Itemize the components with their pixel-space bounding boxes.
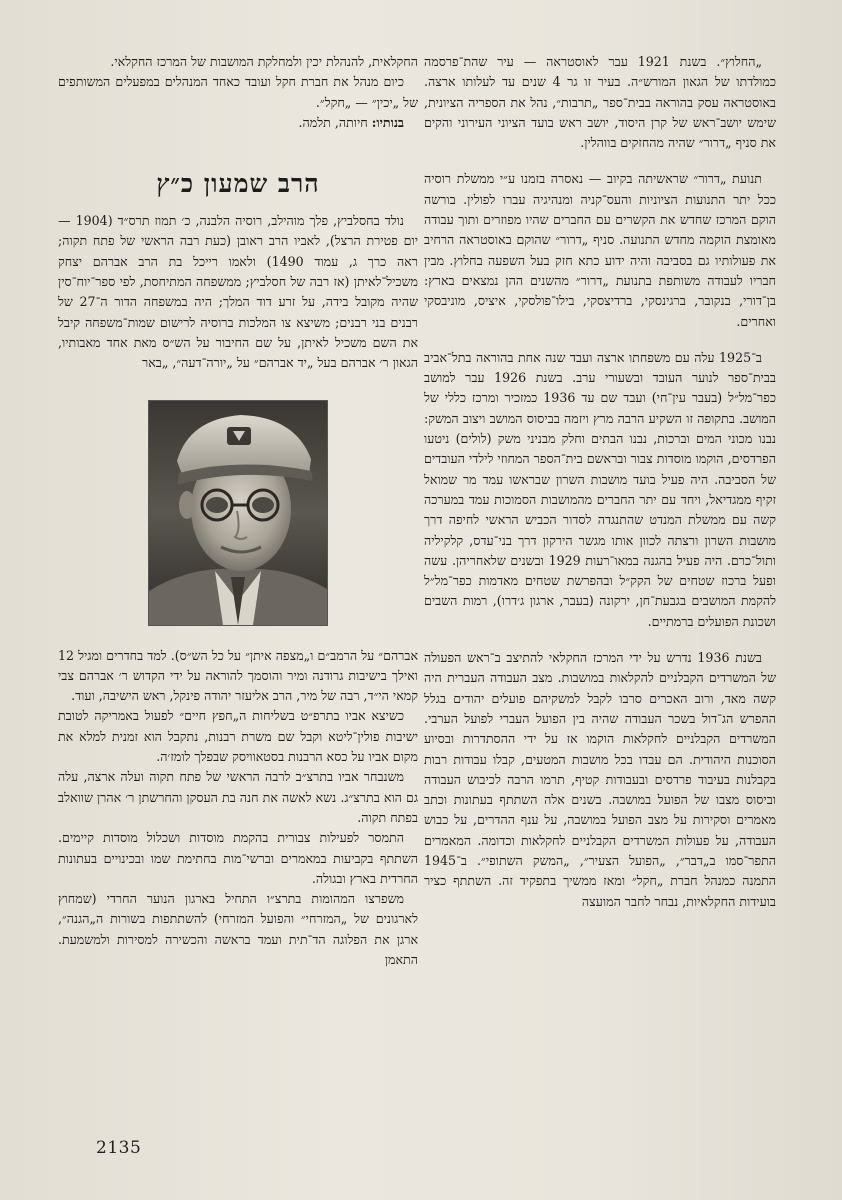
after-photo-paragraph-5: משפרצו המהומות בתרצ״ו התחיל בארגון הנוער החרדי (שמחוץ לארגונים של „המזרחי״ והפועל המזרחי) להשתתפות בשורות ה„הגנה״, ארגן את הפלוגה הד־תית ועמד בראשה והכשירה למסירות ולמשמעת. התאמן [58, 891, 418, 968]
portrait-image [149, 401, 327, 625]
children-label: בנותיו: [371, 114, 404, 130]
biography-heading: הרב שמעון כ״ץ [156, 169, 320, 199]
after-photo-paragraph-3: משנבחר אביו בתרצ״ב לרבה הראשי של פתח תקוה ועלה ארצה, עלה גם הוא בתרצ״ג. נשא לאשה את חנה בת העסקן והחרשתן ר׳ אהרן שוואלב בפתח תקוה. [58, 769, 418, 825]
left-top-paragraph-2: כיום מנהל את חברת חקל ועובד כאחד המנהלים במפעלים המשותפים של „יכין״ — „חקל״. [58, 74, 418, 110]
right-paragraph-3: ב־1925 עלה עם משפחתו ארצה ועבד שנה אחת בהוראה בתל־אביב בבית־ספר לנוער העובד ובשעורי ערב. בשנת 1926 עבר למושב כפר־מל״ל (בעבר עין־חי) ועבד שם עד 1936 כמזכיר ומרכז כללי של המושב. בתקופה זו השקיע הרבה מרץ ויזמה בביסוס המושב ויצוב המשק: נבנו מכוני המים וברכות, נבנו הבתים וחלק מבניני משק (לולים) ניטעו הפרדסים, הוקמו מוסדות צבור ובראשם בית־הספר המחוזי לילדי העובדים של הסביבה. היה פעיל בועד מושבות השרון שבראשו עמד מר שמואל זקיף ממגדיאל, ויחד עם יתר החברים מהמושבות הסמוכות עמד במערכה קשה עם ממשלת המנדט שהתנגדה לסדור הכביש הראשי לחיפה דרך מושבות השרון ורצתה לכוון אותו מגשר הירקון דרך בני־עדס, קלקיליה ותול־כרם. היה פעיל בהגנה במאו־רעות 1929 ובשנים שלאחריהן. עשה ופעל ברכוז שטחים של הקק״ל ובהפרשת שטחים מאדמות כפר־מל״ל להקמת המושבים בגבעת־חן, ירקונה (בעבר, ארגון ג׳דרו), רמות השבים ושכונת הפועלים ברמתיים. [424, 349, 776, 629]
intro-paragraph: נולד בחסלביץ, פלך מוהילב, רוסיה הלבנה, כ׳ תמוז תרס״ד (1904 — יום פטירת הרצל), לאביו הרב ראובן (כעת רבה הראשי של פתח תקוה; ראה כרך ג, עמוד 1490) ולאמו רייכל בת הרב אברהם יצחק משכיל־לאיתן (אז רבה של חסלביץ; ממשפחה המתיחסת, לפי ספר־יוח־סין שהיה מקובל בידה, על זרע דוד המלך; היה במשפחה הדור ה־27 של רבנים בני רבנים; משיצא צו המלכות ברוסיה לרישום שמות־משפחה קיבל את השם משכיל לאיתן, על שם החיבור על הש״ס מאת אחד מאבותיו, הגאון ר׳ אברהם בעל „יד אברהם״ על „יורה־דעה״, „באר [58, 213, 418, 371]
right-paragraph-4: בשנת 1936 נדרש על ידי המרכז החקלאי להתיצב ב־ראש הפעולה של המשרדים הקבלניים להקלאות במושבות. מצב העבודה העברית היה קשה מאד, ורוב האכרים סרבו לקבל למשקיהם פועלים יהודים בגלל ההפרש הג־דול בשכר העבודה שהיה בין הפועל העברי לפועל הערבי. המשרדים הקבלניים לחקלאות הוקמו אז על ידי ההסתדרות ובסיוע הסוכנות היהודית. הם עבדו בכל מושבות המטעים, קבלו עבודות רבות בקבלנות בעיבוד פרדסים ובעבודות קטיף, תרמו הרבה לכיבוש העבודה וביסוס מצבו של הפועל במושבה. בשנים אלה השתתף בעתונות וכתב מאמרים וסקירות על מצב הפועל במושבה, על ענף ההדרים, על כבוש העבודה, על פעולות המשרדים הקבלניים לחקלאות וכדומה. המאמרים התפר־סמו ב„דבר״, „הפועל הצעיר״, „המשק השתופי״. ב־1945 התמנה כמנהל חברת „חקל״ ומאז ממשיך בתפקיד זה. השתתף כציר בועידות החקלאיות, נבחר לחבר המועצה [424, 650, 776, 909]
right-paragraph-2: תנועת „דרור״ שראשיתה בקיוב — נאסרה בזמנו ע״י ממשלת רוסיה ככל יתר התנועות הציוניות והעס־קניה ומנהיגיה עברו לפולין. בורשה הוקם המרכז שחדש את הקשרים עם החברים שהיו מפוזרים ותוך עבודה מאומצת הוקמה מחדש התנועה. סניף „דרור״ שהוקם באוסטראה הרחיב את פעולותיו גם בסביבה והיה ידוע כתא חזק בעל השפעה בחלוץ. מבין חבריו לעבודה משותפת בתנועת „דרור״ מהשנים ההן נמצאים בארץ: בן־דורי, בנקובר, ברגינסקי, ברדיצסקי, בילו־פולסקי, איציס, מוניבסקי ואחרים. [424, 171, 776, 329]
right-paragraph-1: „החלוץ״. בשנת 1921 עבר לאוסטראה — עיר שהת־פרסמה כמולדתו של הגאון המורש״ה. בעיר זו גר 4 שנים עד לעלותו ארצה. באוסטראה עסק בהוראה בבית־ספר „תרבות״, נהל את הספריה הציונית, שימש יושב־ראש של קרן היסוד, יושב ראש בועד הציוני העירוני והקים את סניף „דרור״ שהיה מהחזקים בווהלין. [424, 54, 776, 151]
right-column [424, 52, 776, 912]
children-line [58, 113, 418, 133]
left-top-paragraph-1: החקלאית, להנהלת יכין ולמחלקת המושבות של המרכז החקלאי. [110, 54, 418, 69]
left-column [58, 52, 418, 970]
after-photo-paragraph-1: אברהם״ על הרמב״ם ו„מצפה איתן״ על כל הש״ס). למד בחדרים ומגיל 12 ואילך בישיבות גרודנה ומיר והוסמך להוראה על ידי הקדוש ר׳ אברהם צבי קמאי הי״ד, רבה של מיר, הרב אליעזר יהודה פינקל, ראש הישיבה, ועוד. [58, 647, 418, 704]
after-photo-paragraph-2: כשיצא אביו בתרפ״ט בשליחות ה„חפץ חיים״ לפעול באמריקה לטובת ישיבות פולין־ליטא וקבל שם משרת רבנות, נתקבל הוא זמנית למלא את מקום אביו על כסא הרבנות בסטאוויסק שבפלך לומז׳ה. [58, 708, 418, 765]
after-photo-paragraph-4: התמסר לפעילות צבורית בהקמת מוסדות ושכלול מוסדות קיימים. השתתף בקביעות במאמרים וברשי־מות בחתימת שמו ובכינויים בעתונות החרדית בארץ ובגולה. [58, 830, 418, 886]
children-value: חיותה, תלמה. [298, 114, 368, 130]
page-number: 2135 [96, 1138, 142, 1158]
portrait-photo [148, 400, 328, 626]
